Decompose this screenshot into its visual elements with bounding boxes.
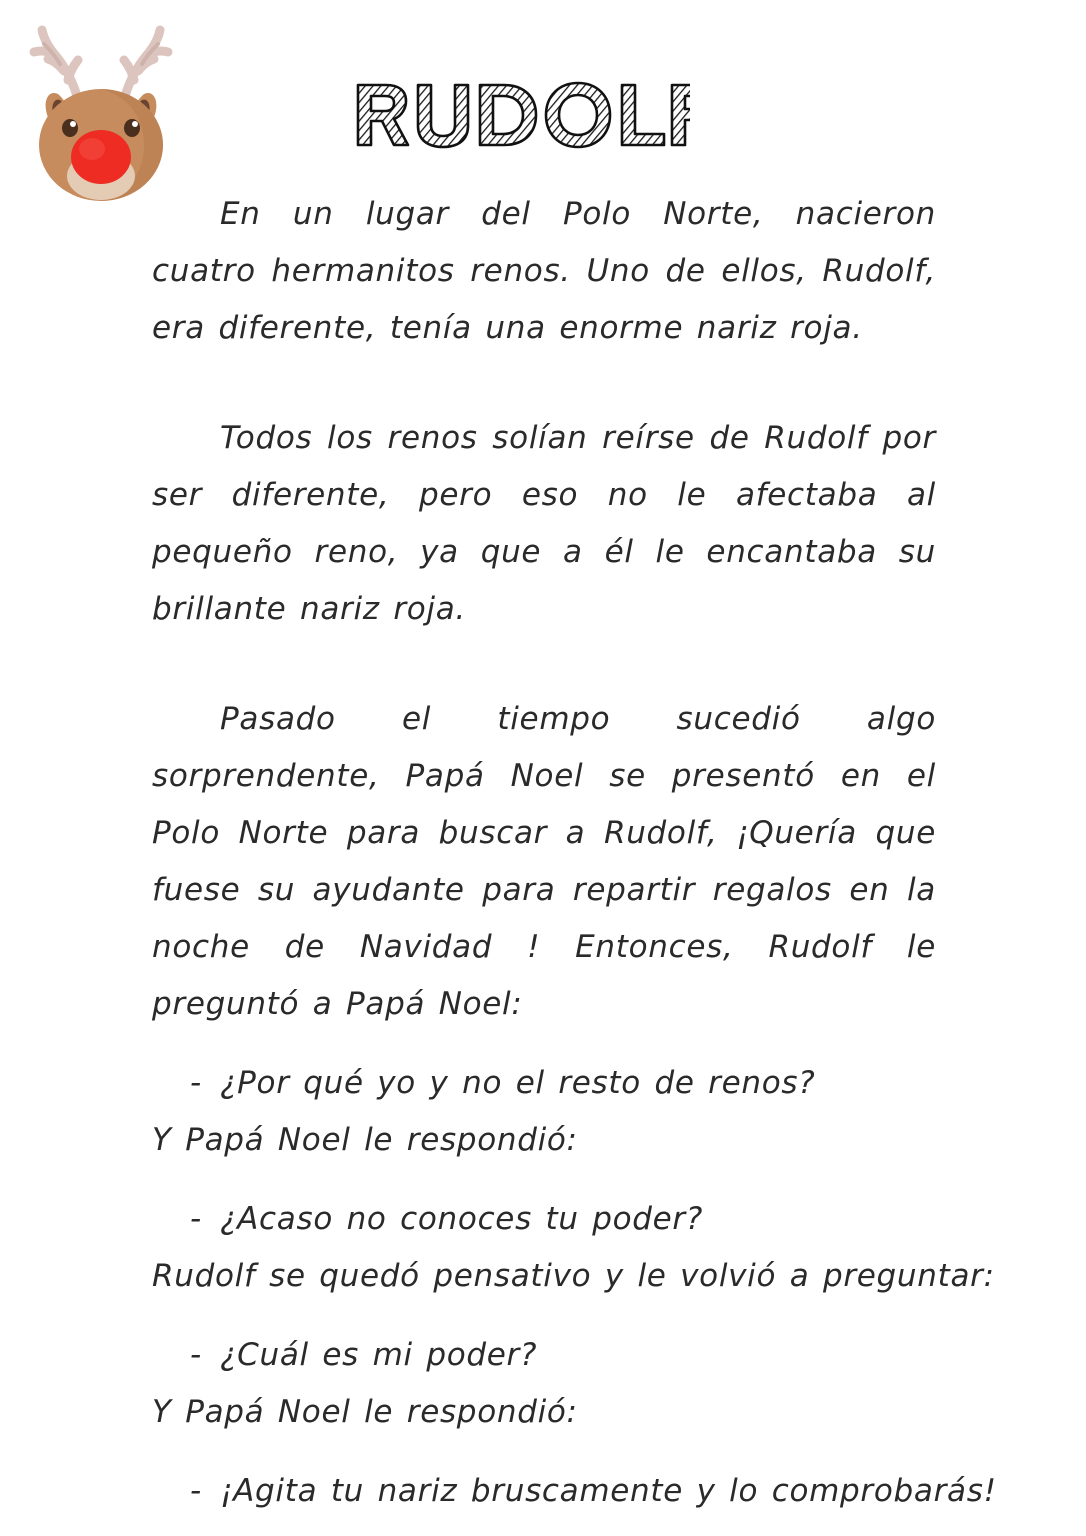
dialogue-line — [152, 1384, 936, 1441]
reindeer-head-icon — [8, 8, 194, 204]
dialogue-dash: - — [190, 1473, 202, 1509]
dialogue-dash: - — [190, 1201, 202, 1237]
dialogue-line — [152, 1191, 936, 1248]
paragraph-2: Todos los renos solían reírse de Rudolf por ser diferente, pero eso no le afectaba al pequeño reno, ya que a él le encantaba su brillante nariz roja. — [152, 420, 936, 627]
paragraph-1: En un lugar del Polo Norte, nacieron cuatro hermanitos renos. Uno de ellos, Rudolf, era diferente, tenía una enorme nariz roja. — [152, 196, 936, 346]
dialogue-text: ¿Por qué yo y no el resto de renos? — [220, 1065, 816, 1101]
dialogue-text: ¿Cuál es mi poder? — [220, 1337, 538, 1373]
dialogue-dash: - — [190, 1065, 202, 1101]
dialogue-block — [152, 1055, 997, 1520]
dialogue-line — [152, 1055, 936, 1112]
dialogue-line — [152, 1463, 997, 1520]
dialogue-text: ¿Acaso no conoces tu poder? — [220, 1201, 704, 1237]
story-body — [152, 186, 997, 1520]
dialogue-line — [152, 1112, 936, 1169]
dialogue-text: Rudolf se quedó pensativo y le volvió a preguntar: — [152, 1258, 995, 1294]
page-title — [340, 66, 700, 162]
dialogue-text: ¡Agita tu nariz bruscamente y lo comprobarás! — [220, 1473, 997, 1509]
dialogue-text: Y Papá Noel le respondió: — [152, 1122, 578, 1158]
paragraph-3: Pasado el tiempo sucedió algo sorprendente, Papá Noel se presentó en el Polo Norte para buscar a Rudolf, ¡Quería que fuese su ayudante para repartir regalos en la noche de Navidad ! Entonces, Rudolf le preguntó a Papá Noel: — [152, 701, 936, 1022]
dialogue-dash: - — [190, 1337, 202, 1373]
dialogue-line — [152, 1327, 936, 1384]
dialogue-line — [152, 1248, 995, 1305]
dialogue-text: Y Papá Noel le respondió: — [152, 1394, 578, 1430]
